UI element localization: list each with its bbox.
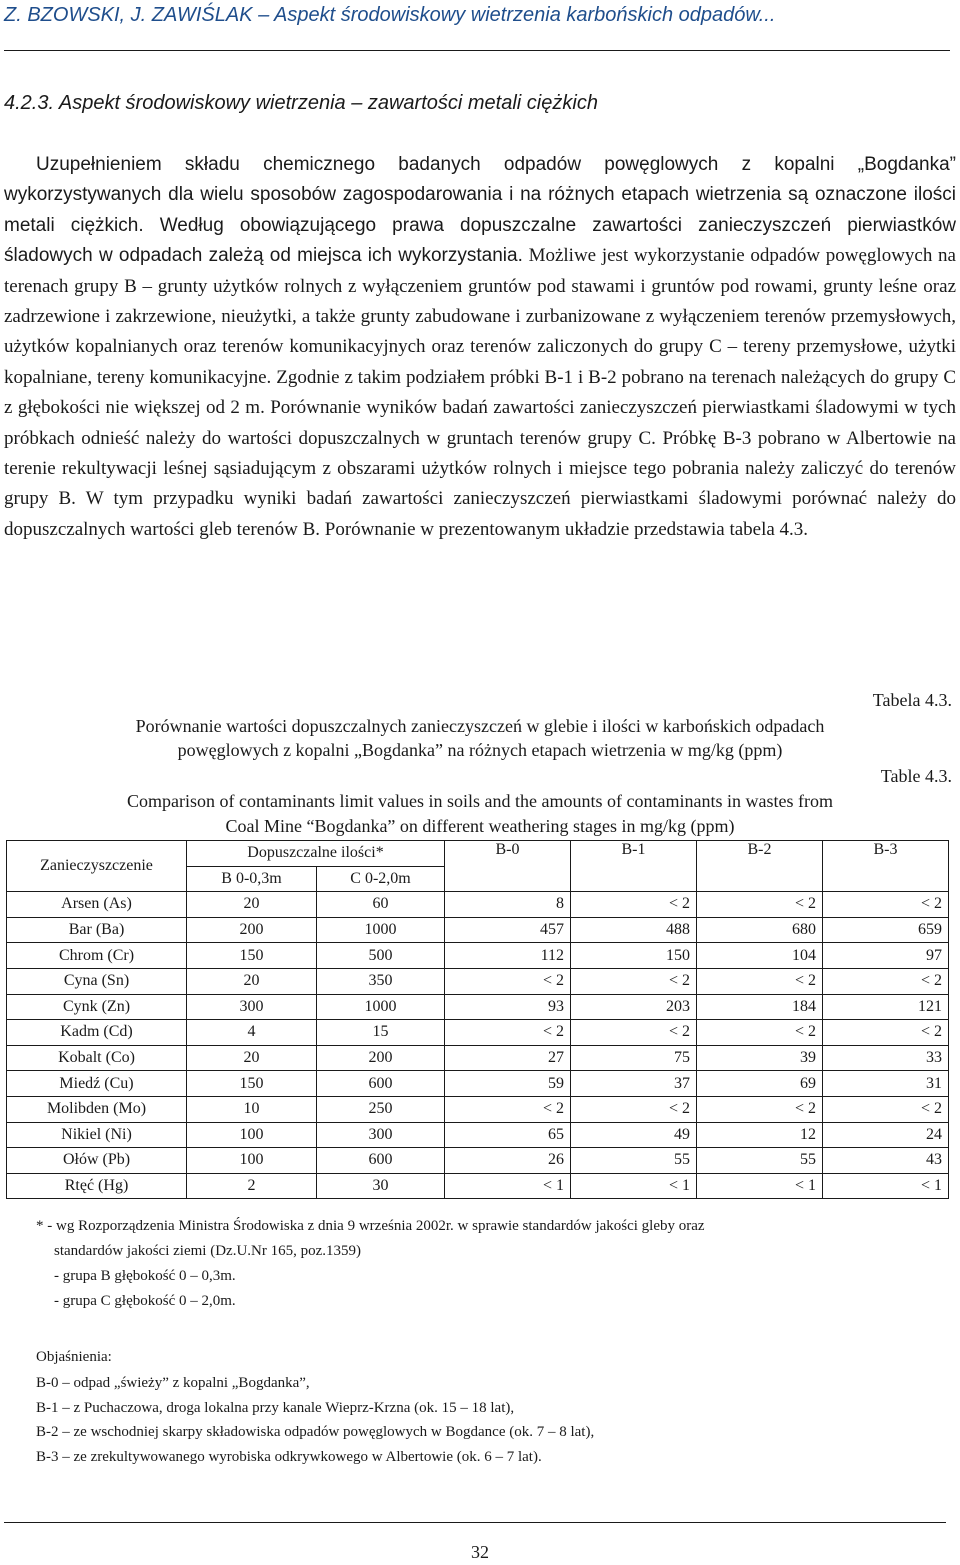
cell-b1: 150 [571,943,697,969]
cell-contaminant: Bar (Ba) [7,917,187,943]
table-row [7,1148,949,1174]
table-title-pl-line1: Porównanie wartości dopuszczalnych zanieczyszczeń w glebie i ilości w karbońskich odpadach [135,716,825,736]
cell-limit-b: 100 [187,1122,317,1148]
footer-divider [4,1522,946,1523]
cell-b3: < 2 [823,1096,949,1122]
table-row [7,1173,949,1199]
cell-b3: < 2 [823,1020,949,1046]
cell-b0: 8 [445,892,571,918]
subheader-group-c: C 0-2,0m [317,866,445,892]
cell-b3: 121 [823,994,949,1020]
header-b1: B-1 [571,841,697,892]
cell-limit-c: 15 [317,1020,445,1046]
cell-limit-b: 200 [187,917,317,943]
cell-b3: < 1 [823,1173,949,1199]
table-row [7,943,949,969]
footnote-line4: - grupa C głębokość 0 – 2,0m. [54,1293,236,1309]
body-paragraph [4,150,956,545]
cell-b0: < 1 [445,1173,571,1199]
cell-limit-b: 2 [187,1173,317,1199]
cell-b3: < 2 [823,968,949,994]
table-row [7,1122,949,1148]
table-title-en-line2: Coal Mine “Bogdanka” on different weathering stages in mg/kg (ppm) [225,816,735,836]
cell-b2: < 1 [697,1173,823,1199]
cell-b1: < 1 [571,1173,697,1199]
header-b2: B-2 [697,841,823,892]
cell-limit-c: 60 [317,892,445,918]
running-header: Z. BZOWSKI, J. ZAWIŚLAK – Aspekt środowiskowy wietrzenia karbońskich odpadów... [4,4,776,26]
cell-b0: < 2 [445,1020,571,1046]
body-text-sans: Uzupełnieniem składu chemicznego badanych odpadów powęglowych z kopalni „Bogdanka” wykorzystywanych dla wielu sposobów zagospodarowania i na różnych etapach wietrzenia są oznaczone ilości metali ciężkich. Według obowiązującego prawa dopuszczalne zawartości zanieczyszczeń pierwiastków śladowych w odpadach zależą od miejsca ich wykorzystania. [4,154,956,267]
cell-b1: < 2 [571,968,697,994]
cell-limit-c: 300 [317,1122,445,1148]
page-number: 32 [471,1542,489,1562]
cell-b0: 65 [445,1122,571,1148]
cell-b3: 659 [823,917,949,943]
table-header-row [7,841,949,867]
section-title: 4.2.3. Aspekt środowiskowy wietrzenia – zawartości metali ciężkich [4,92,598,114]
header-divider [4,50,950,51]
cell-b0: < 2 [445,1096,571,1122]
explanation-item: B-1 – z Puchaczowa, droga lokalna przy kanale Wieprz-Krzna (ok. 15 – 18 lat), [36,1400,515,1416]
cell-limit-b: 100 [187,1148,317,1174]
cell-limit-b: 20 [187,892,317,918]
cell-contaminant: Nikiel (Ni) [7,1122,187,1148]
cell-contaminant: Chrom (Cr) [7,943,187,969]
cell-limit-b: 150 [187,943,317,969]
cell-contaminant: Molibden (Mo) [7,1096,187,1122]
footnote-line1: * - wg Rozporządzenia Ministra Środowiska z dnia 9 września 2002r. w sprawie standardów jakości gleby oraz [36,1218,705,1234]
explanations-heading: Objaśnienia: [36,1349,112,1365]
cell-contaminant: Cynk (Zn) [7,994,187,1020]
table-row [7,968,949,994]
cell-b1: 75 [571,1045,697,1071]
cell-b3: 24 [823,1122,949,1148]
cell-b2: 69 [697,1071,823,1097]
cell-b2: < 2 [697,968,823,994]
cell-limit-b: 10 [187,1096,317,1122]
table-row [7,1096,949,1122]
cell-limit-b: 150 [187,1071,317,1097]
footnote-line3: - grupa B głębokość 0 – 0,3m. [54,1268,236,1284]
cell-contaminant: Ołów (Pb) [7,1148,187,1174]
table-row [7,994,949,1020]
cell-b3: 31 [823,1071,949,1097]
cell-b3: < 2 [823,892,949,918]
cell-b2: 680 [697,917,823,943]
cell-b1: 55 [571,1148,697,1174]
footnote-line2: standardów jakości ziemi (Dz.U.Nr 165, poz.1359) [54,1243,362,1259]
cell-contaminant: Cyna (Sn) [7,968,187,994]
cell-b0: < 2 [445,968,571,994]
explanation-item: B-3 – ze zrekultywowanego wyrobiska odkrywkowego w Albertowie (ok. 6 – 7 lat). [36,1449,542,1465]
header-b0: B-0 [445,841,571,892]
cell-b1: < 2 [571,892,697,918]
header-contaminant: Zanieczyszczenie [7,841,187,892]
cell-b0: 93 [445,994,571,1020]
cell-contaminant: Miedź (Cu) [7,1071,187,1097]
cell-b2: 39 [697,1045,823,1071]
table-body [7,841,949,1199]
table-title-en-line1: Comparison of contaminants limit values in soils and the amounts of contaminants in wastes from [127,791,833,811]
cell-b3: 43 [823,1148,949,1174]
cell-limit-c: 200 [317,1045,445,1071]
table-label-pl: Tabela 4.3. [872,690,952,710]
cell-b3: 97 [823,943,949,969]
cell-b1: 37 [571,1071,697,1097]
table-row [7,892,949,918]
cell-limit-b: 20 [187,1045,317,1071]
cell-b2: < 2 [697,1096,823,1122]
cell-b1: 49 [571,1122,697,1148]
cell-b1: 203 [571,994,697,1020]
cell-b0: 112 [445,943,571,969]
cell-b2: 104 [697,943,823,969]
cell-b0: 27 [445,1045,571,1071]
cell-b2: 55 [697,1148,823,1174]
cell-b2: < 2 [697,892,823,918]
header-b3: B-3 [823,841,949,892]
cell-limit-c: 1000 [317,994,445,1020]
cell-contaminant: Rtęć (Hg) [7,1173,187,1199]
table-label-en: Table 4.3. [880,766,952,786]
cell-limit-c: 600 [317,1148,445,1174]
cell-contaminant: Arsen (As) [7,892,187,918]
table-row [7,1045,949,1071]
cell-limit-b: 4 [187,1020,317,1046]
explanation-item: B-0 – odpad „świeży” z kopalni „Bogdanka”, [36,1375,310,1391]
cell-b0: 457 [445,917,571,943]
cell-b1: < 2 [571,1020,697,1046]
cell-b0: 26 [445,1148,571,1174]
cell-limit-c: 30 [317,1173,445,1199]
contaminants-table [6,840,949,1199]
cell-contaminant: Kadm (Cd) [7,1020,187,1046]
table-row [7,1020,949,1046]
cell-contaminant: Kobalt (Co) [7,1045,187,1071]
cell-b0: 59 [445,1071,571,1097]
cell-limit-b: 300 [187,994,317,1020]
cell-limit-c: 350 [317,968,445,994]
cell-limit-c: 1000 [317,917,445,943]
body-text-serif: Możliwe jest wykorzystanie odpadów powęglowych na terenach grupy B – grunty użytków rolnych z wyłączeniem gruntów pod stawami i gruntów pod rowami, grunty leśne oraz zadrzewione i zakrzewione, nieużytki, a także grunty zabudowane i zurbanizowane z wyłączeniem terenów przemysłowych, użytków kopalnianych oraz terenów komunikacyjnych oraz terenów zaliczonych do grupy C – tereny przemysłowe, użytki kopalniane, tereny komunikacyjne. Zgodnie z takim podziałem próbki B-1 i B-2 pobrano na terenach należących do grupy C z głębokości nie większej od 2 m. Porównanie wyników badań zawartości zanieczyszczeń pierwiastkami śladowymi w tych próbkach odnieść należy do wartości dopuszczalnych w gruntach terenów grupy C. Próbkę B-3 pobrano w Albertowie na terenie rekultywacji leśnej sąsiadującym z obszarami użytków rolnych i miejsce tego pobrania należy zaliczyć do terenów grupy B. W tym przypadku wyniki badań zawartości zanieczyszczeń pierwiastkami śladowymi porównać należy do dopuszczalnych wartości gleb terenów B. Porównanie w prezentowanym układzie przedstawia tabela 4.3. [4,245,956,540]
cell-b2: 184 [697,994,823,1020]
table-row [7,1071,949,1097]
table-row [7,917,949,943]
cell-limit-c: 600 [317,1071,445,1097]
subheader-group-b: B 0-0,3m [187,866,317,892]
cell-b1: 488 [571,917,697,943]
cell-limit-b: 20 [187,968,317,994]
header-allowed-values: Dopuszczalne ilości* [187,841,445,867]
cell-b3: 33 [823,1045,949,1071]
cell-b2: < 2 [697,1020,823,1046]
cell-limit-c: 500 [317,943,445,969]
table-title-pl-line2: powęglowych z kopalni „Bogdanka” na różnych etapach wietrzenia w mg/kg (ppm) [177,740,783,760]
cell-limit-c: 250 [317,1096,445,1122]
cell-b2: 12 [697,1122,823,1148]
cell-b1: < 2 [571,1096,697,1122]
explanation-item: B-2 – ze wschodniej skarpy składowiska odpadów powęglowych w Bogdance (ok. 7 – 8 lat), [36,1424,595,1440]
